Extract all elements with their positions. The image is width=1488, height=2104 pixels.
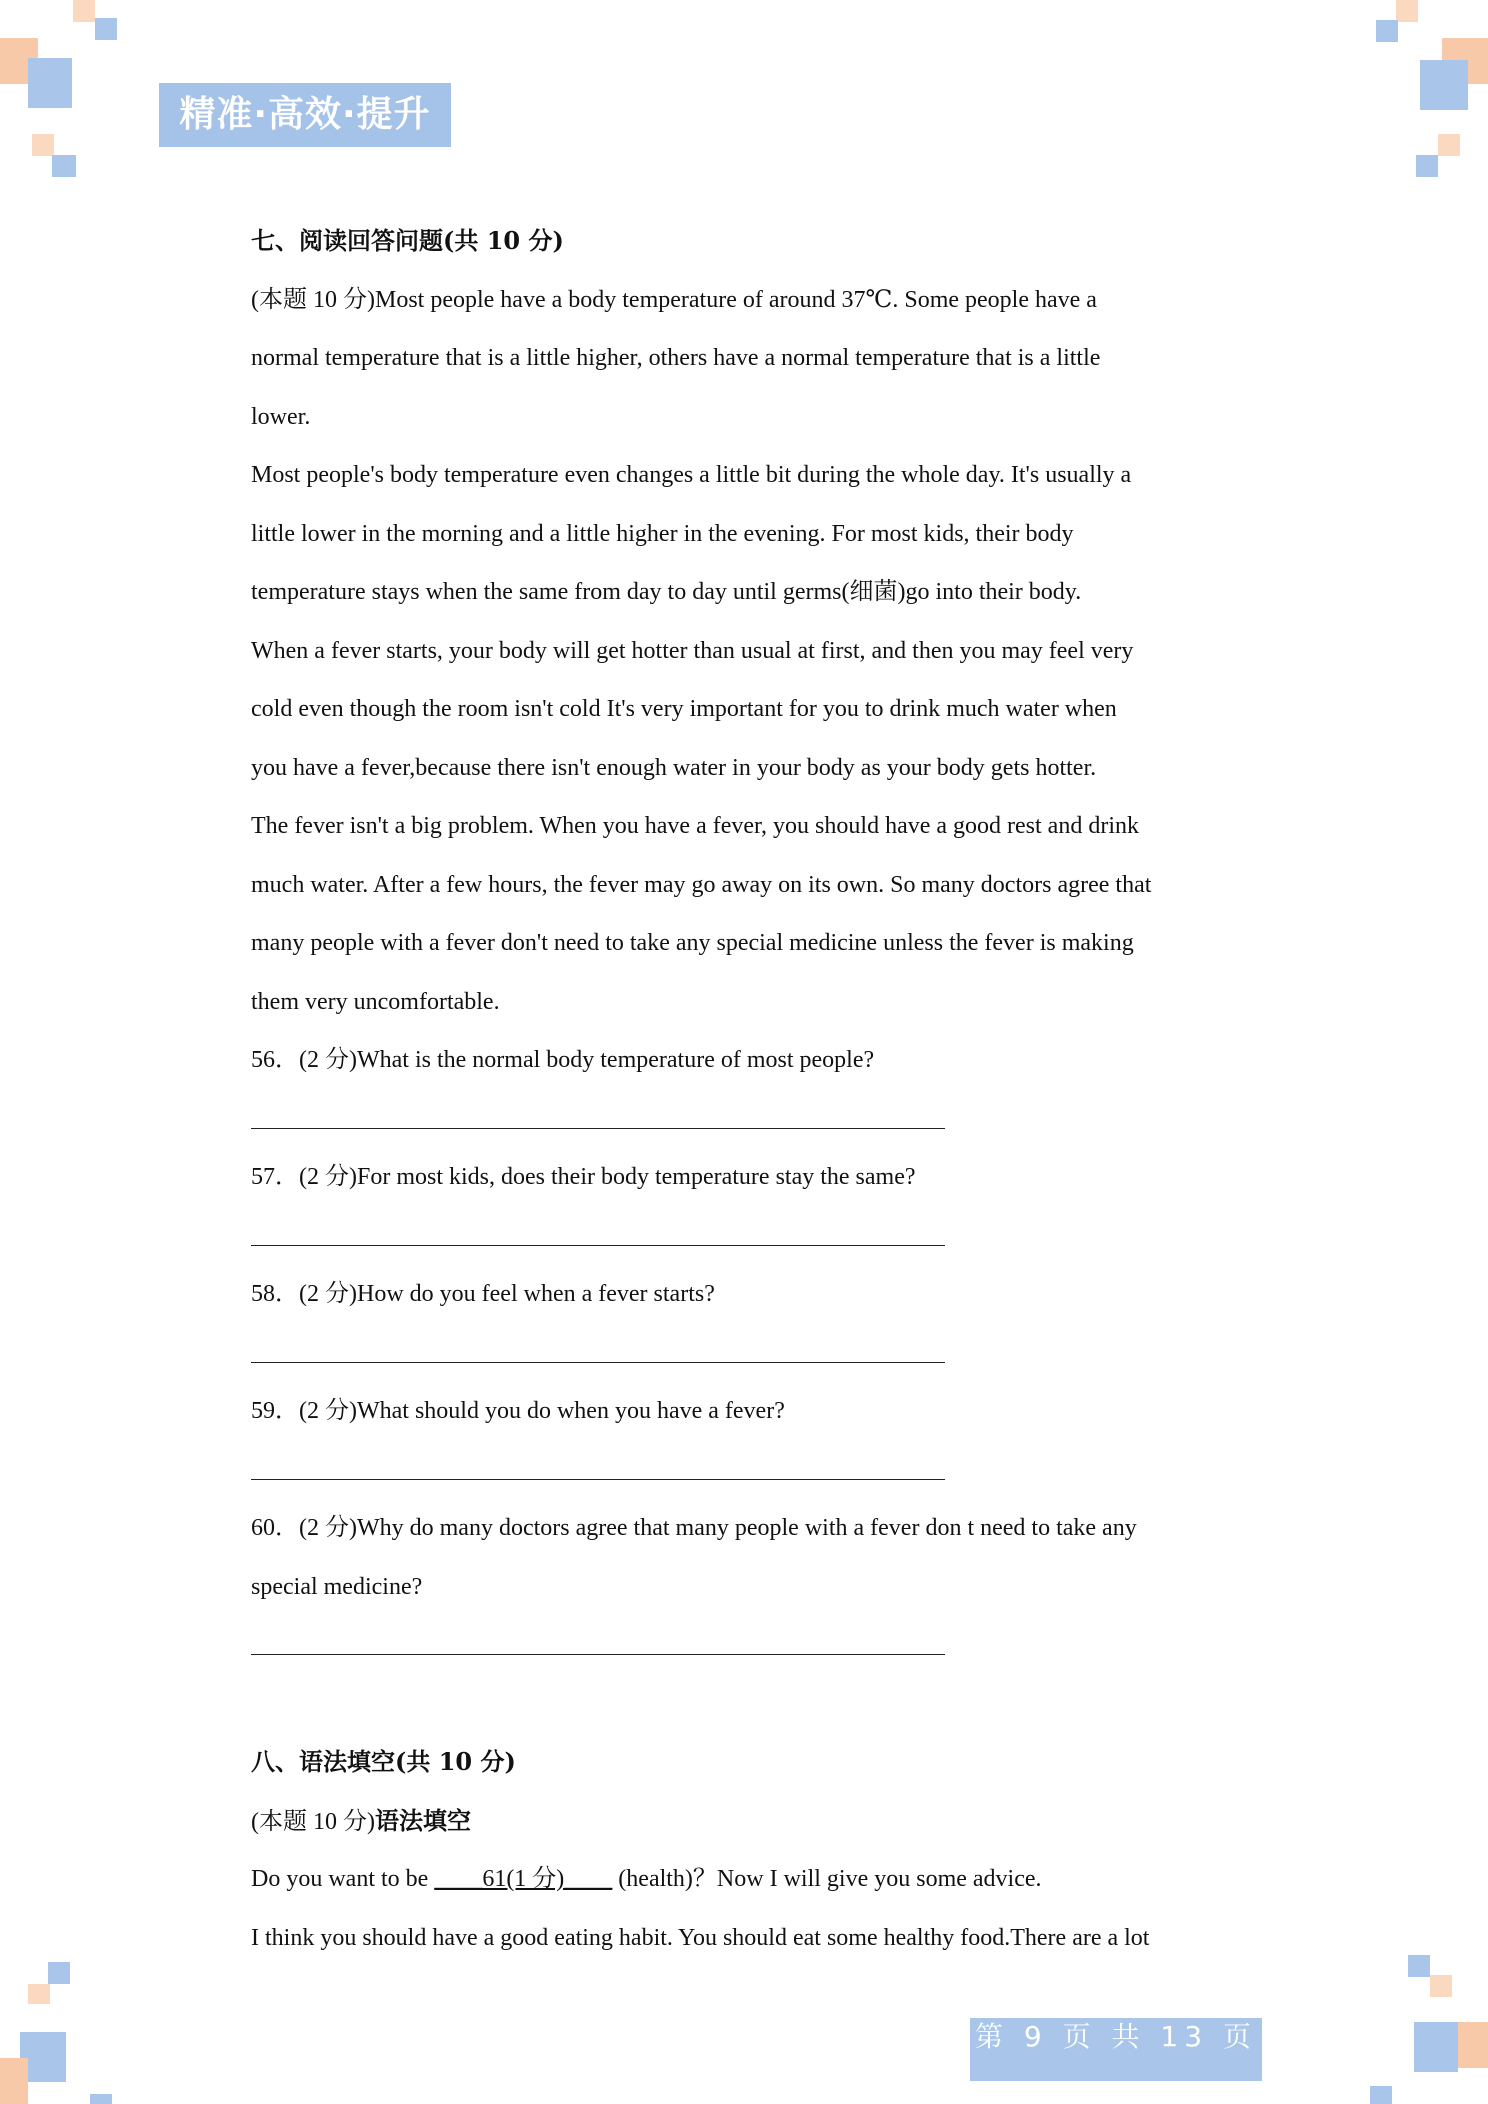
passage-line: temperature stays when the same from day to day until germs(细菌)go into their body.: [251, 579, 1082, 605]
passage-line: The fever isn't a big problem. When you have a fever, you should have a good rest and drink: [251, 813, 1139, 839]
passage-line: many people with a fever don't need to take any special medicine unless the fever is making: [251, 930, 1134, 956]
passage-line: (本题 10 分)Most people have a body temperature of around 37℃. Some people have a: [251, 286, 1097, 313]
brand-banner: 精准·高效·提升: [159, 83, 451, 147]
grammar-text-before: Do you want to be: [251, 1866, 435, 1892]
passage-line: lower.: [251, 403, 311, 430]
question-text: 57．(2 分)For most kids, does their body temperature stay the same?: [251, 1164, 916, 1190]
question-text: special medicine?: [251, 1573, 423, 1600]
answer-line[interactable]: [251, 1207, 1251, 1266]
section-7-title: 七、阅读回答问题(共 10 分): [251, 226, 564, 255]
page-number: 第 9 页 共 13 页: [970, 2018, 1262, 2081]
blank-61[interactable]: ____61(1 分)____: [434, 1866, 613, 1892]
passage-line: little lower in the morning and a little higher in the evening. For most kids, their body: [251, 520, 1074, 547]
question-text: 59．(2 分)What should you do when you have a fever?: [251, 1398, 785, 1424]
passage-line: When a fever starts, your body will get hotter than usual at first, and then you may feel very: [251, 637, 1134, 664]
reading-passage: [251, 271, 1251, 1032]
question-text: 60．(2 分)Why do many doctors agree that many people with a fever don t need to take any: [251, 1515, 1137, 1541]
answer-line[interactable]: [251, 1441, 1251, 1500]
section-8-title: 八、语法填空(共 10 分): [251, 1747, 516, 1776]
grammar-text-after: (health)？Now I will give you some advice.: [612, 1866, 1042, 1892]
question-text: 58．(2 分)How do you feel when a fever starts?: [251, 1281, 715, 1307]
passage-line: much water. After a few hours, the fever may go away on its own. So many doctors agree that: [251, 871, 1152, 898]
passage-line: them very uncomfortable.: [251, 988, 500, 1015]
passage-line: cold even though the room isn't cold It's very important for you to drink much water when: [251, 696, 1117, 722]
question-list: [251, 1031, 1251, 1675]
answer-line[interactable]: [251, 1090, 1251, 1149]
answer-line[interactable]: [251, 1324, 1251, 1383]
section-8-subtitle: [251, 1792, 1251, 1851]
question-text: 56．(2 分)What is the normal body temperature of most people?: [251, 1047, 875, 1073]
passage-line: Most people's body temperature even changes a little bit during the whole day. It's usually a: [251, 462, 1132, 488]
subtitle-bold: 语法填空: [374, 1805, 471, 1835]
grammar-line-1: [251, 1850, 1251, 1909]
grammar-line-2: I think you should have a good eating habit. You should eat some healthy food.There are a lot: [251, 1924, 1150, 1951]
page-content: [251, 212, 1251, 1967]
passage-line: normal temperature that is a little higher, others have a normal temperature that is a little: [251, 345, 1101, 371]
answer-line[interactable]: [251, 1616, 1251, 1675]
subtitle-prefix: (本题 10 分): [251, 1808, 375, 1835]
passage-line: you have a fever,because there isn't enough water in your body as your body gets hotter.: [251, 754, 1097, 781]
